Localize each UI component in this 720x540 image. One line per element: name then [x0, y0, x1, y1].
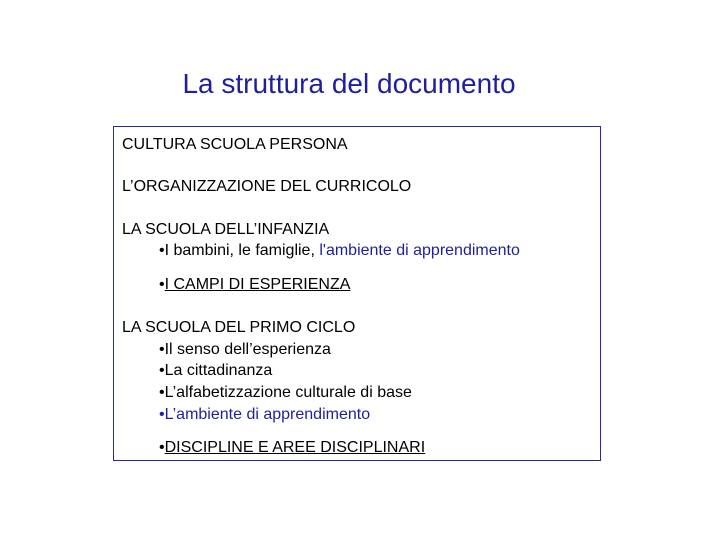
link-discipline-aree[interactable]: DISCIPLINE E AREE DISCIPLINARI	[164, 439, 426, 456]
list-item-text: L’alfabetizzazione culturale di base	[164, 384, 412, 401]
heading-cultura-scuola-persona: CULTURA SCUOLA PERSONA	[122, 136, 348, 153]
list-item-text: Il senso dell’esperienza	[164, 341, 331, 358]
link-campi-esperienza[interactable]: I CAMPI DI ESPERIENZA	[164, 276, 351, 293]
list-item	[159, 361, 272, 381]
list-item	[159, 340, 331, 360]
bullet-icon: •	[159, 384, 165, 401]
list-item-text: La cittadinanza	[164, 362, 273, 379]
list-item	[159, 383, 412, 403]
list-item-highlight-text: l'ambiente di apprendimento	[319, 242, 520, 259]
content-box	[113, 126, 601, 461]
list-item-text: I bambini, le famiglie,	[164, 242, 320, 259]
bullet-icon: •	[159, 439, 165, 456]
bullet-icon: •	[159, 242, 165, 259]
heading-scuola-primo-ciclo: LA SCUOLA DEL PRIMO CICLO	[122, 319, 356, 336]
heading-organizzazione-curricolo: L’ORGANIZZAZIONE DEL CURRICOLO	[122, 178, 412, 195]
list-item-highlight-text: L’ambiente di apprendimento	[164, 406, 371, 423]
heading-scuola-infanzia: LA SCUOLA DELL’INFANZIA	[122, 221, 330, 238]
list-item	[159, 405, 370, 425]
bullet-icon: •	[159, 406, 165, 423]
list-item[interactable]	[159, 275, 350, 295]
list-item	[159, 241, 520, 261]
bullet-icon: •	[159, 341, 165, 358]
bullet-icon: •	[159, 276, 165, 293]
bullet-icon: •	[159, 362, 165, 379]
list-item[interactable]	[159, 438, 425, 458]
slide-title: La struttura del documento	[182, 68, 516, 99]
